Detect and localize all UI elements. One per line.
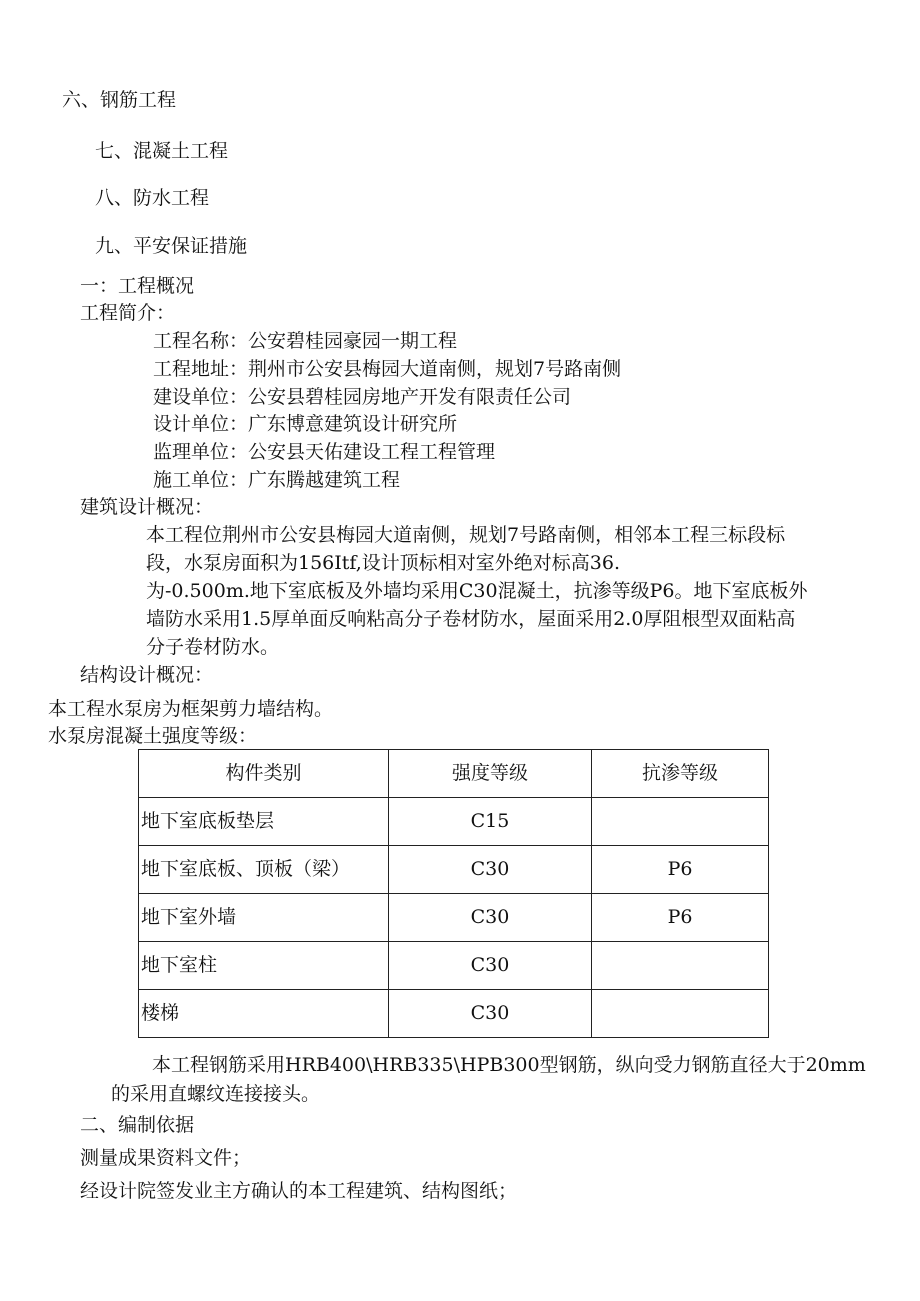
arch-paragraph-line: 分子卷材防水。 [146, 636, 280, 658]
table-cell: C30 [389, 942, 592, 990]
basis-item: 测量成果资料文件； [80, 1147, 252, 1169]
rebar-paragraph-line: 的采用直螺纹连接接头。 [111, 1083, 321, 1105]
table-cell [592, 798, 769, 846]
arch-paragraph-line: 本工程位荆州市公安县梅园大道南侧，规划7号路南侧，相邻本工程三标段标 [146, 524, 786, 546]
table-row [139, 894, 769, 942]
table-cell: C30 [389, 990, 592, 1038]
column-header-impermeability: 抗渗等级 [592, 750, 769, 798]
arch-paragraph-line: 墙防水采用1.5厚单面反响粘高分子卷材防水，屋面采用2.0厚阻根型双面粘高 [146, 608, 796, 630]
arch-design-heading: 建筑设计概况： [80, 496, 214, 518]
section1-heading: 一：工程概况 [80, 275, 195, 297]
basis-item: 经设计院签发业主方确认的本工程建筑、结构图纸； [80, 1180, 518, 1202]
column-header-strength: 强度等级 [389, 750, 592, 798]
table-cell: 地下室底板、顶板（梁） [139, 846, 389, 894]
table-cell: 地下室柱 [139, 942, 389, 990]
table-cell: 地下室底板垫层 [139, 798, 389, 846]
table-cell: C15 [389, 798, 592, 846]
table-header-row [139, 750, 769, 798]
arch-paragraph-line: 为-0.500m.地下室底板及外墙均采用C30混凝土，抗渗等级P6。地下室底板外 [146, 580, 808, 602]
info-project-name: 工程名称：公安碧桂园豪园一期工程 [153, 330, 458, 352]
table-cell: C30 [389, 894, 592, 942]
toc-item-waterproofing: 八、防水工程 [95, 187, 210, 209]
info-project-address: 工程地址：荆州市公安县梅园大道南侧，规划7号路南侧 [153, 358, 622, 380]
table-cell: P6 [592, 894, 769, 942]
concrete-grade-table [138, 749, 769, 1038]
toc-item-safety: 九、平安保证措施 [95, 235, 248, 257]
table-caption: 水泵房混凝土强度等级： [48, 725, 258, 747]
info-contractor: 施工单位：广东腾越建筑工程 [153, 469, 401, 491]
column-header-component: 构件类别 [139, 750, 389, 798]
toc-item-rebar: 六、钢筋工程 [62, 89, 177, 111]
info-designer: 设计单位：广东博意建筑设计研究所 [153, 413, 458, 435]
table-row [139, 942, 769, 990]
rebar-paragraph-line: 本工程钢筋采用HRB400\HRB335\HPB300型钢筋，纵向受力钢筋直径大于20mm [152, 1054, 866, 1076]
struct-description: 本工程水泵房为框架剪力墙结构。 [48, 698, 334, 720]
table-row [139, 990, 769, 1038]
info-supervisor: 监理单位：公安县天佑建设工程工程管理 [153, 441, 496, 463]
table-row [139, 846, 769, 894]
project-intro-heading: 工程简介： [80, 302, 176, 324]
table-cell [592, 942, 769, 990]
table-cell: C30 [389, 846, 592, 894]
table-cell [592, 990, 769, 1038]
table-cell: 楼梯 [139, 990, 389, 1038]
struct-design-heading: 结构设计概况： [80, 664, 214, 686]
toc-item-concrete: 七、混凝土工程 [95, 140, 229, 162]
table-cell: 地下室外墙 [139, 894, 389, 942]
info-owner: 建设单位：公安县碧桂园房地产开发有限责任公司 [153, 386, 572, 408]
table-cell: P6 [592, 846, 769, 894]
table-row [139, 798, 769, 846]
arch-paragraph-line: 段，水泵房面积为156Itf,设计顶标相对室外绝对标高36. [146, 552, 621, 574]
section2-heading: 二、编制依据 [80, 1114, 195, 1136]
